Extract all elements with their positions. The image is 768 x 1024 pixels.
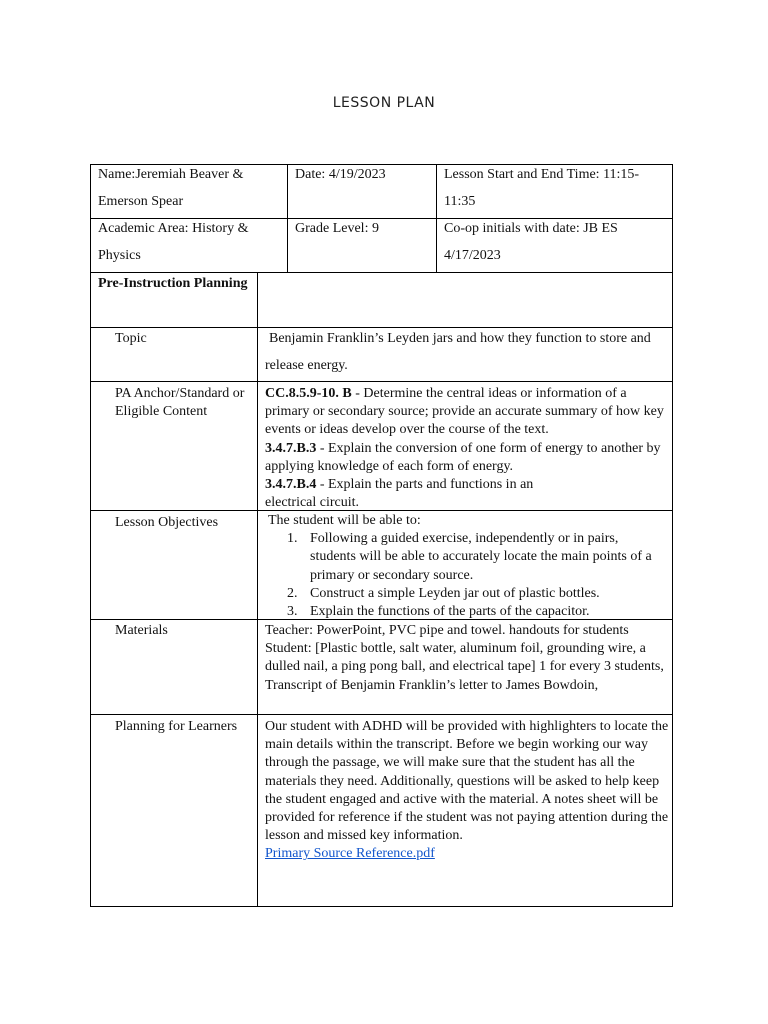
objectives-list — [268, 530, 660, 621]
time-cell — [444, 162, 668, 215]
date-cell — [295, 162, 431, 189]
area-label: Academic Area: — [98, 221, 189, 236]
time-label: Lesson Start and End Time: — [444, 167, 600, 182]
list-item: 1. Following a guided exercise, independently or in pairs, students will be able to accurately locate the main points of a primary or secondary source. — [287, 531, 652, 583]
academic-area-cell — [98, 216, 282, 269]
preinstruction-heading: Pre-Instruction Planning — [98, 276, 248, 291]
list-item: 2. Construct a simple Leyden jar out of plastic bottles. — [287, 585, 600, 601]
primary-source-link[interactable]: Primary Source Reference.pdf — [265, 846, 435, 862]
date-value: 4/19/2023 — [328, 167, 386, 182]
objectives-label: Lesson Objectives — [115, 515, 219, 530]
coop-label: Co-op initials with date: — [444, 221, 580, 236]
objectives-intro: The student will be able to: — [268, 513, 421, 528]
materials-label: Materials — [115, 623, 168, 638]
standard-code: CC.8.5.9-10. B — [265, 386, 352, 401]
objectives-block — [268, 512, 660, 621]
standard-text: - Explain the conversion of one form of energy to another by applying knowledge of each form of energy. — [265, 440, 661, 474]
topic-label: Topic — [115, 331, 147, 346]
name-cell — [98, 162, 282, 215]
standard-item — [265, 385, 665, 440]
standard-item — [265, 476, 565, 512]
standards-list — [265, 385, 665, 512]
coop-value: JB ES 4/17/2023 — [444, 221, 618, 263]
grade-cell — [295, 216, 431, 243]
date-label: Date: — [295, 167, 326, 182]
standard-text: - Determine the central ideas or information of a primary or secondary source; provide an accurate summary of how key events or ideas develop over the course of the text. — [265, 386, 664, 438]
coop-cell — [444, 216, 668, 269]
topic-value: Benjamin Franklin’s Leyden jars and how they function to store and release energy. — [265, 331, 651, 373]
grade-label: Grade Level: — [295, 221, 369, 236]
standards-label: PA Anchor/Standard or Eligible Content — [115, 386, 245, 420]
time-value: 11:15-11:35 — [444, 167, 640, 209]
standard-item — [265, 440, 665, 476]
standard-code: 3.4.7.B.3 — [265, 440, 317, 456]
learners-label: Planning for Learners — [115, 719, 238, 734]
list-item: 3. Explain the functions of the parts of the capacitor. — [287, 604, 590, 620]
standard-text: - Explain the parts and functions in an electrical circuit. — [265, 477, 534, 511]
page-title: LESSON PLAN — [332, 95, 436, 111]
materials-text: Teacher: PowerPoint, PVC pipe and towel. handouts for students Student: [Plastic bottle, salt water, aluminum foil, grounding wire, a dulled nail, a ping pong ball, and electrical tape] 1 for every 3 students, Transcript of Benjamin Franklin’s letter to James Bowdoin, — [265, 623, 664, 693]
standard-code: 3.4.7.B.4 — [265, 477, 317, 493]
learners-block — [265, 718, 669, 864]
name-value: Jeremiah Beaver & Emerson Spear — [98, 167, 244, 209]
grade-value: 9 — [371, 221, 379, 236]
area-value: History & Physics — [98, 221, 249, 263]
name-label: Name: — [98, 167, 136, 182]
learners-text: Our student with ADHD will be provided with highlighters to locate the main details within the transcript. Before we begin working our way through the passage, we will make sure that the student has all the materials they need. Additionally, questions will be asked to help keep the student engaged and active with the material. A notes sheet will be provided for reference if the student was not paying attention during the lesson and missed key information. — [265, 719, 669, 844]
